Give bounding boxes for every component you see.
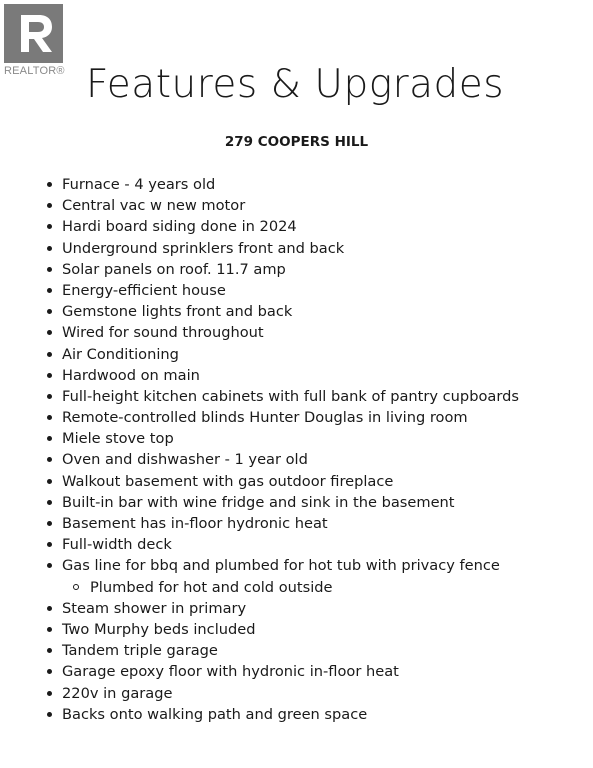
list-item <box>44 661 584 682</box>
bullet-icon <box>47 648 52 653</box>
feature-text: Tandem triple garage <box>62 642 218 660</box>
list-item <box>44 280 584 301</box>
feature-text: Steam shower in primary <box>62 599 247 617</box>
feature-text: Gas line for bbq and plumbed for hot tub with privacy fence <box>62 557 500 575</box>
bullet-icon <box>47 627 52 632</box>
feature-text: Gemstone lights front and back <box>62 303 293 321</box>
bullet-icon <box>47 203 52 208</box>
list-item <box>44 301 584 322</box>
feature-text: Built-in bar with wine fridge and sink in the basement <box>62 493 455 511</box>
bullet-icon <box>47 415 52 420</box>
list-item <box>44 492 584 513</box>
bullet-icon <box>47 479 52 484</box>
features-list <box>44 174 584 725</box>
list-item <box>44 704 584 725</box>
list-item <box>44 344 584 365</box>
list-item <box>44 174 584 195</box>
bullet-icon <box>47 224 52 229</box>
feature-text: Garage epoxy floor with hydronic in-floor heat <box>62 663 399 681</box>
feature-text: Furnace - 4 years old <box>62 176 216 193</box>
list-item <box>44 640 584 661</box>
bullet-icon <box>47 394 52 399</box>
list-item <box>44 386 584 407</box>
list-item <box>44 555 584 576</box>
feature-text: Central vac w new motor <box>62 197 246 215</box>
list-item <box>44 534 584 555</box>
feature-text: Plumbed for hot and cold outside <box>90 578 333 596</box>
sub-list-item <box>44 577 584 598</box>
feature-text: Full-height kitchen cabinets with full bank of pantry cupboards <box>62 387 519 405</box>
bullet-icon <box>47 436 52 441</box>
feature-text: Walkout basement with gas outdoor fireplace <box>62 472 394 490</box>
realtor-r-glyph <box>4 4 63 63</box>
bullet-icon <box>47 691 52 696</box>
feature-text: Energy-efficient house <box>62 281 226 299</box>
realtor-r-logo-icon <box>4 4 63 63</box>
feature-text: Underground sprinklers front and back <box>62 239 345 257</box>
list-item <box>44 195 584 216</box>
list-item <box>44 238 584 259</box>
bullet-icon <box>47 542 52 547</box>
list-item <box>44 619 584 640</box>
list-item <box>44 471 584 492</box>
bullet-icon <box>47 182 52 187</box>
hollow-bullet-icon <box>73 584 79 590</box>
bullet-icon <box>47 373 52 378</box>
bullet-icon <box>47 457 52 462</box>
bullet-icon <box>47 246 52 251</box>
feature-text: Two Murphy beds included <box>62 620 256 638</box>
feature-text: Air Conditioning <box>62 345 179 363</box>
bullet-icon <box>47 521 52 526</box>
list-item <box>44 322 584 343</box>
list-item <box>44 513 584 534</box>
list-item <box>44 407 584 428</box>
list-item <box>44 216 584 237</box>
feature-text: Oven and dishwasher - 1 year old <box>62 451 308 469</box>
bullet-icon <box>47 500 52 505</box>
feature-text: 220v in garage <box>62 684 173 702</box>
list-item <box>44 683 584 704</box>
realtor-logo-text: REALTOR® <box>4 65 65 77</box>
feature-text: Wired for sound throughout <box>62 324 264 342</box>
bullet-icon <box>47 288 52 293</box>
feature-text: Remote-controlled blinds Hunter Douglas in living room <box>62 409 468 427</box>
feature-text: Solar panels on roof. 11.7 amp <box>62 260 286 278</box>
page-title: Features & Upgrades <box>86 62 505 107</box>
list-item <box>44 259 584 280</box>
feature-text: Full-width deck <box>62 536 172 554</box>
feature-text: Hardwood on main <box>62 366 200 384</box>
list-item <box>44 428 584 449</box>
feature-text: Miele stove top <box>62 430 174 448</box>
list-item <box>44 598 584 619</box>
bullet-icon <box>47 330 52 335</box>
feature-text: Hardi board siding done in 2024 <box>62 218 297 236</box>
bullet-icon <box>47 669 52 674</box>
property-address: 279 COOPERS HILL <box>224 134 369 150</box>
feature-text: Backs onto walking path and green space <box>62 705 368 723</box>
list-item <box>44 365 584 386</box>
list-item <box>44 449 584 470</box>
feature-text: Basement has in-floor hydronic heat <box>62 515 328 532</box>
realtor-logo <box>4 4 72 77</box>
bullet-icon <box>47 606 52 611</box>
bullet-icon <box>47 309 52 314</box>
bullet-icon <box>47 712 52 717</box>
bullet-icon <box>47 352 52 357</box>
bullet-icon <box>47 267 52 272</box>
bullet-icon <box>47 563 52 568</box>
